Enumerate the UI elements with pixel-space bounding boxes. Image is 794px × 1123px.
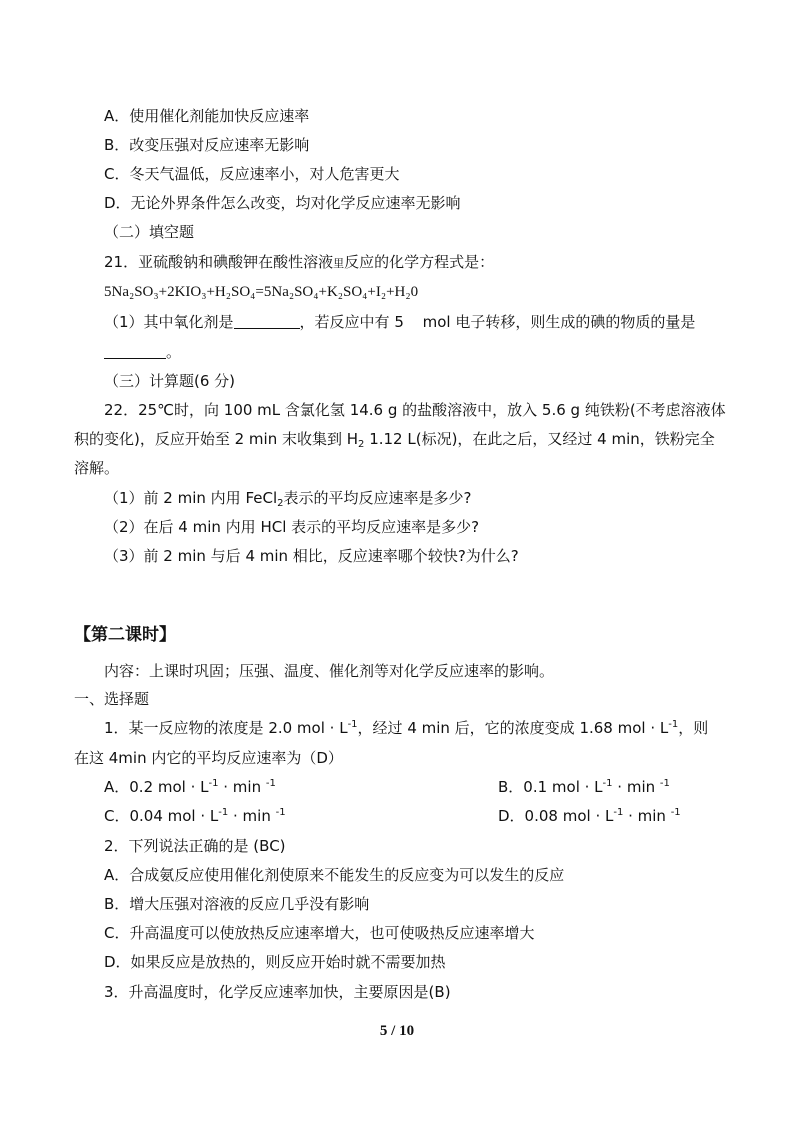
option-text: C．0.04 mol · L <box>104 807 219 825</box>
q21-stem-small-char: 里 <box>333 257 345 270</box>
q21-equation: 5Na₂SO₃+2KIO₃+H₂SO₄=5Na₂SO₄+K₂SO₄+I₂+H₂0 <box>104 284 419 300</box>
option-text: D．0.08 mol · L <box>498 807 614 825</box>
fill-in-section-heading: （二）填空题 <box>104 223 195 241</box>
q22-part3: （3）前 2 min 与后 4 min 相比，反应速率哪个较快?为什么? <box>104 547 519 565</box>
superscript: -1 <box>613 807 624 818</box>
answer-blank[interactable] <box>104 344 166 359</box>
superscript: -1 <box>670 807 681 818</box>
option-unit: · min <box>612 778 660 796</box>
s2q1-option-b <box>498 777 670 797</box>
q21-part1-label: （1）其中氧化剂是 <box>104 313 234 331</box>
q21-stem-part1: 21．亚硫酸钠和碘酸钾在酸性溶液 <box>104 253 334 271</box>
s2q2-option-b: B．增大压强对溶液的反应几乎没有影响 <box>104 895 370 913</box>
s2q2-stem: 2．下列说法正确的是 (BC) <box>104 837 286 855</box>
s2q1-option-a <box>104 778 276 796</box>
option-unit: · min <box>623 807 671 825</box>
q21-part1-continued <box>104 342 181 362</box>
q22-line1: 22．25℃时，向 100 mL 含氯化氢 14.6 g 的盐酸溶液中，放入 5.6 g 纯铁粉(不考虑溶液体 <box>104 401 726 419</box>
superscript: -1 <box>347 719 358 730</box>
q20-option-b: B．改变压强对反应速率无影响 <box>104 136 310 154</box>
superscript: -1 <box>668 719 679 730</box>
q21-part1-mid: ，若反应中有 5 <box>299 313 409 331</box>
q22-line2-subscript: 2 <box>358 439 365 450</box>
q22-line2 <box>74 429 715 449</box>
q22-part1-subscript: 2 <box>277 498 284 509</box>
q22-part1-a: （1）前 2 min 内用 FeCl <box>104 489 278 507</box>
q22-part2: （2）在后 4 min 内用 HCl 表示的平均反应速率是多少? <box>104 518 480 536</box>
q20-option-c: C．冬天气温低，反应速率小，对人危害更大 <box>104 165 400 183</box>
choice-section-heading: 一、选择题 <box>74 690 150 708</box>
s2q2-option-a: A．合成氨反应使用催化剂使原来不能发生的反应变为可以发生的反应 <box>104 866 565 884</box>
q21-part1 <box>104 312 695 332</box>
s2q1-line1-a: 1．某一反应物的浓度是 2.0 mol · L <box>104 719 348 737</box>
q21-part1-rest: mol 电子转移，则生成的碘的物质的量是 <box>422 313 696 331</box>
s2q1-line1-b: ，经过 4 min 后，它的浓度变成 1.68 mol · L <box>357 719 669 737</box>
s2q1-options-row2 <box>104 806 794 826</box>
s2q1-line1-c: ，则 <box>678 719 709 737</box>
superscript: -1 <box>218 807 229 818</box>
q21-stem <box>104 252 494 274</box>
q22-line2-a: 积的变化)，反应开始至 2 min 末收集到 H <box>74 430 359 448</box>
s2q1-option-c <box>104 807 286 825</box>
s2q1-line2: 在这 4min 内它的平均反应速率为（D） <box>74 749 343 767</box>
s2q1-line1 <box>104 718 708 738</box>
lesson-content: 内容：上课时巩固；压强、温度、催化剂等对化学反应速率的影响。 <box>104 662 555 680</box>
s2q2-option-d: D．如果反应是放热的，则反应开始时就不需要加热 <box>104 953 446 971</box>
q20-option-a: A．使用催化剂能加快反应速率 <box>104 107 310 125</box>
lesson-title: 【第二课时】 <box>74 625 176 645</box>
q22-part1-b: 表示的平均反应速率是多少? <box>283 489 472 507</box>
q21-part1-end: 。 <box>166 343 182 361</box>
page-number: 5 / 10 <box>379 1023 415 1039</box>
q20-option-d: D．无论外界条件怎么改变，均对化学反应速率无影响 <box>104 194 461 212</box>
calc-section-heading: （三）计算题(6 分) <box>104 372 236 390</box>
option-unit: · min <box>218 778 266 796</box>
superscript: -1 <box>602 778 613 789</box>
s2q2-option-c: C．升高温度可以使放热反应速率增大，也可使吸热反应速率增大 <box>104 924 535 942</box>
q22-line3: 溶解。 <box>74 459 120 477</box>
option-text: A．0.2 mol · L <box>104 778 209 796</box>
s2q1-options-row1 <box>104 777 794 797</box>
superscript: -1 <box>208 778 219 789</box>
s2q3-stem: 3．升高温度时，化学反应速率加快，主要原因是(B) <box>104 983 451 1001</box>
q21-stem-part2: 反应的化学方程式是： <box>344 253 495 271</box>
option-unit: · min <box>228 807 276 825</box>
superscript: -1 <box>275 807 286 818</box>
q22-part1 <box>104 488 471 508</box>
superscript: -1 <box>265 778 276 789</box>
answer-blank[interactable] <box>234 314 300 329</box>
s2q1-option-d <box>498 806 681 826</box>
option-text: B．0.1 mol · L <box>498 778 603 796</box>
q22-line2-b: 1.12 L(标况)，在此之后，又经过 4 min，铁粉完全 <box>364 430 715 448</box>
superscript: -1 <box>659 778 670 789</box>
